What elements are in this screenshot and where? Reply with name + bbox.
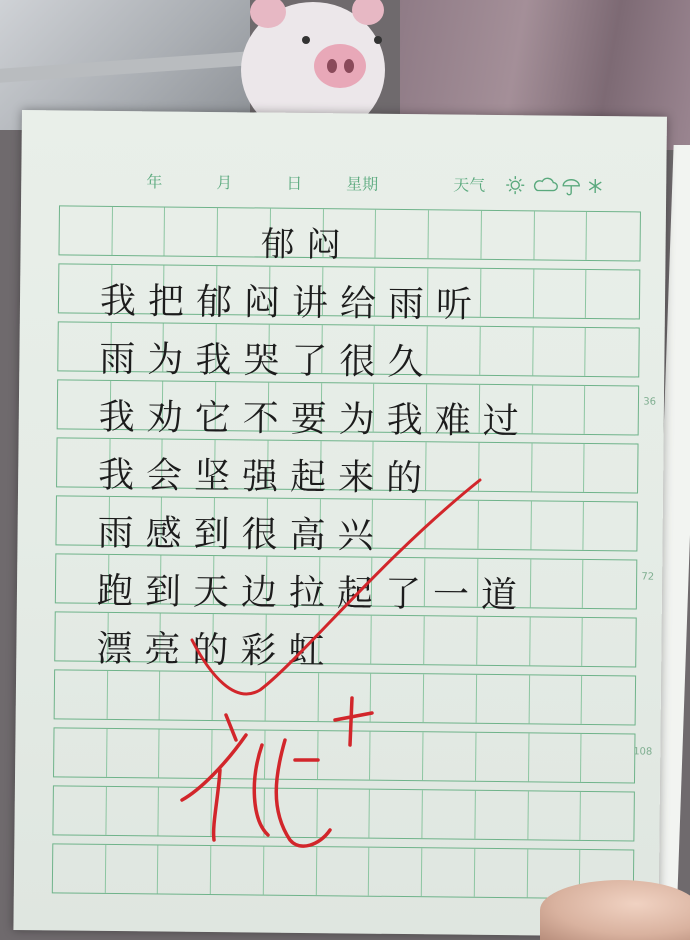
poem-line: 雨为我哭了很久 bbox=[99, 338, 436, 384]
grid-row bbox=[52, 843, 634, 899]
poem-title: 郁闷 bbox=[260, 224, 353, 266]
day-label: 日 bbox=[286, 173, 303, 193]
poem-line: 跑到天边拉起了一道 bbox=[96, 570, 530, 617]
poem-line: 我会坚强起来的 bbox=[97, 454, 435, 500]
weather-icons bbox=[505, 175, 625, 196]
grid-row bbox=[52, 785, 634, 841]
notebook-page bbox=[13, 110, 667, 937]
margin-number: 72 bbox=[641, 571, 655, 583]
month-label: 月 bbox=[216, 173, 233, 193]
poem-line: 我把郁闷讲给雨听 bbox=[99, 280, 485, 326]
year-label: 年 bbox=[146, 172, 163, 192]
date-weather-header bbox=[21, 168, 621, 195]
rain-icon bbox=[563, 180, 579, 195]
grid-row bbox=[54, 669, 636, 725]
pig-plush-toy bbox=[228, 0, 398, 130]
poem-line: 我劝它不要为我难过 bbox=[98, 396, 531, 443]
sun-icon bbox=[506, 176, 524, 194]
weather-label: 天气 bbox=[453, 175, 486, 195]
thumb bbox=[540, 880, 690, 940]
poem-line: 雨感到很高兴 bbox=[97, 512, 386, 557]
grid-row bbox=[53, 727, 635, 783]
snow-icon bbox=[589, 179, 601, 193]
poem-line: 漂亮的彩虹 bbox=[96, 628, 337, 673]
margin-number: 108 bbox=[633, 746, 653, 758]
weekday-label: 星期 bbox=[346, 174, 379, 194]
cloud-icon bbox=[535, 178, 558, 190]
margin-number: 36 bbox=[643, 396, 657, 408]
